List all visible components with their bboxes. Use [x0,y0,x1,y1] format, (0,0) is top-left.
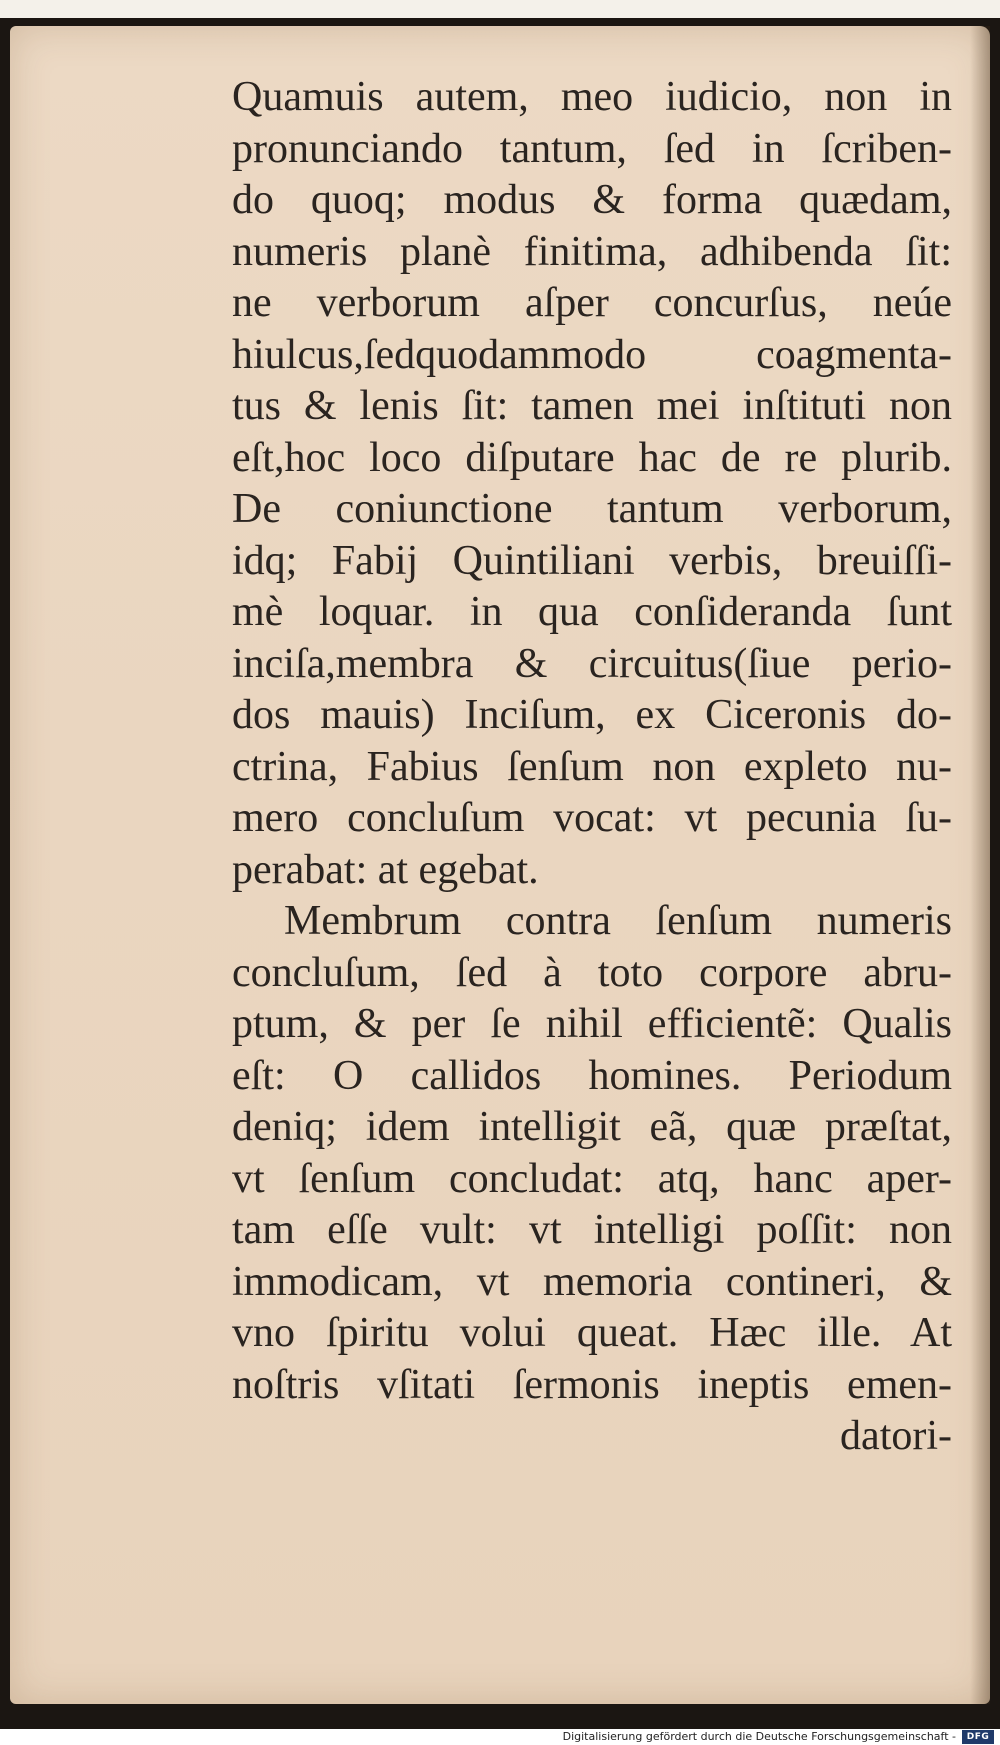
dfg-logo-icon: DFG [962,1730,994,1744]
text-line: perabat: at egebat. [232,846,539,893]
text-line: immodicam, vt memoria contineri, & [232,1258,952,1305]
funding-credit: Digitalisierung gefördert durch die Deutsche Forschungsgemeinschaft - [562,1730,956,1743]
page-text-block [232,72,952,1463]
text-line: eſt: O callidos homines. Periodum [232,1052,952,1099]
text-line: ne verborum aſper concurſus, neúe [232,280,952,326]
text-line: Membrum contra ſenſum numeris [284,898,952,944]
text-line: De coniunctione tantum verborum, [232,486,952,532]
catchword: datori- [840,1413,952,1459]
text-line: do quoq; modus & forma quædam, [232,177,952,223]
text-line: dos mauis) Inciſum, ex Ciceronis do- [232,692,952,738]
text-line: Quamuis autem, meo iudicio, non in [232,74,952,120]
text-line: concluſum, ſed à toto corpore abru- [232,949,952,996]
text-line: hiulcus,ſedquodammodo coagmenta- [232,331,952,378]
text-line: idq; Fabij Quintiliani verbis, breuiſſi- [232,537,952,584]
text-line: ctrina, Fabius ſenſum non expleto nu- [232,743,952,790]
text-line: eſt,hoc loco diſputare hac de re plurib. [232,434,952,481]
text-line: mè loquar. in qua conſideranda ſunt [232,589,952,635]
page-right-edge [970,26,990,1704]
text-line: inciſa,membra & circuitus(ſiue perio- [232,640,952,687]
text-line: pronunciando tantum, ſed in ſcriben- [232,125,952,172]
digitization-footer [0,1729,1000,1745]
text-line: vno ſpiritu volui queat. Hæc ille. At [232,1310,952,1356]
text-line: noſtris vſitati ſermonis ineptis emen- [232,1361,952,1408]
text-line: numeris planè finitima, adhibenda ſit: [232,228,952,275]
text-line: mero concluſum vocat: vt pecunia ſu- [232,795,952,841]
text-line: ptum, & per ſe nihil efficientẽ: Qualis [232,1001,952,1047]
text-line: vt ſenſum concludat: atq, hanc aper- [232,1155,952,1202]
text-line: tus & lenis ſit: tamen mei inſtituti non [232,383,952,429]
text-line: tam eſſe vult: vt intelligi poſſit: non [232,1207,952,1253]
text-line: deniq; idem intelligit eã, quæ præſtat, [232,1104,952,1150]
